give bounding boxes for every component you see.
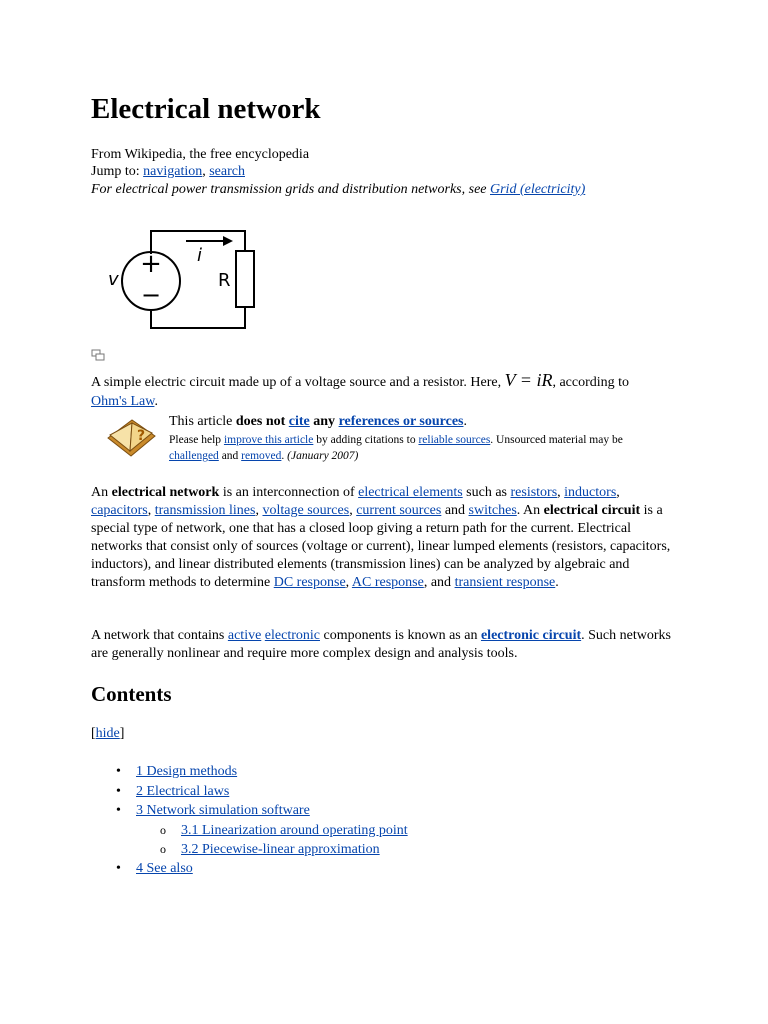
p1-a: An — [91, 485, 112, 500]
p1-o: , and — [423, 575, 455, 590]
enlarge-icon[interactable] — [91, 349, 105, 361]
p1-b: electrical network — [111, 485, 220, 500]
minus-sign: − — [140, 281, 162, 309]
p2-a: A network that contains — [91, 628, 228, 643]
electronic-circuit-link[interactable]: electronic circuit — [480, 628, 582, 643]
cite-link[interactable]: cite — [288, 414, 310, 429]
page-title: Electrical network — [91, 93, 321, 125]
p1-e: , — [557, 485, 565, 500]
p1-i: , — [349, 503, 357, 518]
toc-link-piecewise[interactable]: 3.2 Piecewise-linear approximation — [181, 841, 380, 857]
electrical-elements-link[interactable]: electrical elements — [358, 485, 463, 500]
current-sources-link[interactable]: current sources — [356, 503, 442, 518]
notice-date: (January 2007) — [287, 450, 359, 462]
toc-item — [91, 762, 408, 782]
reliable-sources-link[interactable]: reliable sources — [418, 434, 491, 446]
p2-c: components is known as an — [319, 628, 481, 643]
p1-f: , — [616, 485, 620, 500]
table-of-contents — [91, 762, 408, 878]
circuit-diagram[interactable] — [99, 223, 259, 335]
toc-toggle — [91, 726, 124, 742]
p1-n: , — [345, 575, 352, 590]
toc-subitem — [91, 821, 408, 840]
p1-j: and — [441, 503, 469, 518]
bullet-icon: • — [116, 783, 121, 799]
toc-item — [91, 859, 408, 879]
switches-link[interactable]: switches — [468, 503, 517, 518]
improve-link[interactable]: improve this article — [223, 434, 314, 446]
caption-text-2: , according to — [552, 375, 630, 390]
book-question-icon — [105, 416, 157, 460]
navigation-link[interactable]: navigation — [143, 164, 203, 179]
toc-bracket-close: ] — [119, 726, 125, 741]
electronic-paragraph — [91, 627, 671, 663]
transmission-lines-link[interactable]: transmission lines — [154, 503, 256, 518]
hatnote — [91, 182, 585, 198]
notice-t1: This article — [169, 414, 236, 429]
hide-toc-link[interactable]: hide — [95, 726, 120, 741]
contents-heading: Contents — [91, 682, 172, 706]
circle-bullet-icon: o — [160, 841, 166, 856]
resistors-link[interactable]: resistors — [510, 485, 558, 500]
dc-response-link[interactable]: DC response — [273, 575, 346, 590]
bullet-icon: • — [116, 860, 121, 876]
resistor-label: R — [218, 270, 231, 291]
unreferenced-notice — [105, 412, 685, 462]
intro-paragraph — [91, 484, 671, 592]
figure-caption — [91, 371, 681, 411]
removed-link[interactable]: removed — [241, 450, 282, 462]
voltage-label: v — [108, 269, 119, 290]
current-label: i — [197, 245, 203, 266]
ohms-law-link[interactable]: Ohm's Law — [91, 394, 155, 409]
transient-response-link[interactable]: transient response — [454, 575, 556, 590]
circle-bullet-icon: o — [160, 822, 166, 837]
capacitors-link[interactable]: capacitors — [91, 503, 148, 518]
notice-t2: does not — [235, 414, 289, 429]
notice-s3: . Unsourced material may be — [490, 434, 623, 446]
toc-subitem — [91, 840, 408, 859]
toc-item — [91, 782, 408, 802]
toc-bracket-open: [ — [91, 726, 96, 741]
p1-b2: electrical circuit — [543, 503, 641, 518]
notice-t4: . — [463, 414, 467, 429]
notice-headline — [169, 412, 689, 432]
ohm-equation: V = iR — [504, 370, 553, 390]
p1-g: , — [147, 503, 155, 518]
p1-p: . — [555, 575, 559, 590]
electronic-link[interactable]: electronic — [264, 628, 320, 643]
p1-d: such as — [462, 485, 511, 500]
p1-m: is a special type of network, one that has a closed loop giving a return path for the current. Electrical networks that consist only of sources (voltage or current), linear lumped elements (resistors, capacitors, inductors), and linear distributed elements (transmission lines) can be analyzed by algebraic and transform methods to determine — [91, 503, 671, 590]
jump-sep: , — [202, 164, 210, 179]
notice-s1: Please help — [169, 434, 224, 446]
toc-link-linearization[interactable]: 3.1 Linearization around operating point — [181, 822, 408, 838]
toc-link-electrical-laws[interactable]: 2 Electrical laws — [136, 783, 230, 799]
toc-link-see-also[interactable]: 4 See also — [136, 860, 193, 876]
notice-text — [169, 412, 689, 464]
bullet-icon: • — [116, 803, 121, 818]
p1-h: , — [255, 503, 263, 518]
p2-d: . Such networks are generally nonlinear and require more complex design and analysis tools. — [91, 628, 671, 661]
ac-response-link[interactable]: AC response — [351, 575, 424, 590]
notice-t3: any — [309, 414, 339, 429]
jump-to — [91, 164, 245, 180]
jump-to-label: Jump to: — [91, 164, 144, 179]
toc-item — [91, 801, 408, 821]
hatnote-text: For electrical power transmission grids and distribution networks, see — [91, 182, 490, 197]
svg-text:?: ? — [137, 428, 146, 444]
bullet-icon: • — [116, 764, 121, 779]
notice-detail — [169, 432, 689, 464]
tagline: From Wikipedia, the free encyclopedia — [91, 147, 310, 162]
caption-text: A simple electric circuit made up of a voltage source and a resistor. Here, — [91, 375, 505, 390]
p1-k: . An — [516, 503, 544, 518]
toc-link-simulation-software[interactable]: 3 Network simulation software — [136, 803, 310, 818]
search-link[interactable]: search — [209, 164, 245, 179]
challenged-link[interactable]: challenged — [169, 450, 219, 462]
toc-link-design-methods[interactable]: 1 Design methods — [136, 764, 238, 779]
notice-s5: . — [281, 450, 288, 462]
caption-end: . — [154, 394, 158, 409]
inductors-link[interactable]: inductors — [564, 485, 617, 500]
p1-c: is an interconnection of — [219, 485, 359, 500]
grid-electricity-link[interactable]: Grid (electricity) — [490, 182, 586, 197]
voltage-sources-link[interactable]: voltage sources — [262, 503, 350, 518]
active-link[interactable]: active — [227, 628, 262, 643]
notice-s4: and — [218, 450, 242, 462]
plus-sign: + — [140, 249, 162, 279]
notice-s2: by adding citations to — [313, 434, 419, 446]
references-link[interactable]: references or sources — [338, 414, 464, 429]
